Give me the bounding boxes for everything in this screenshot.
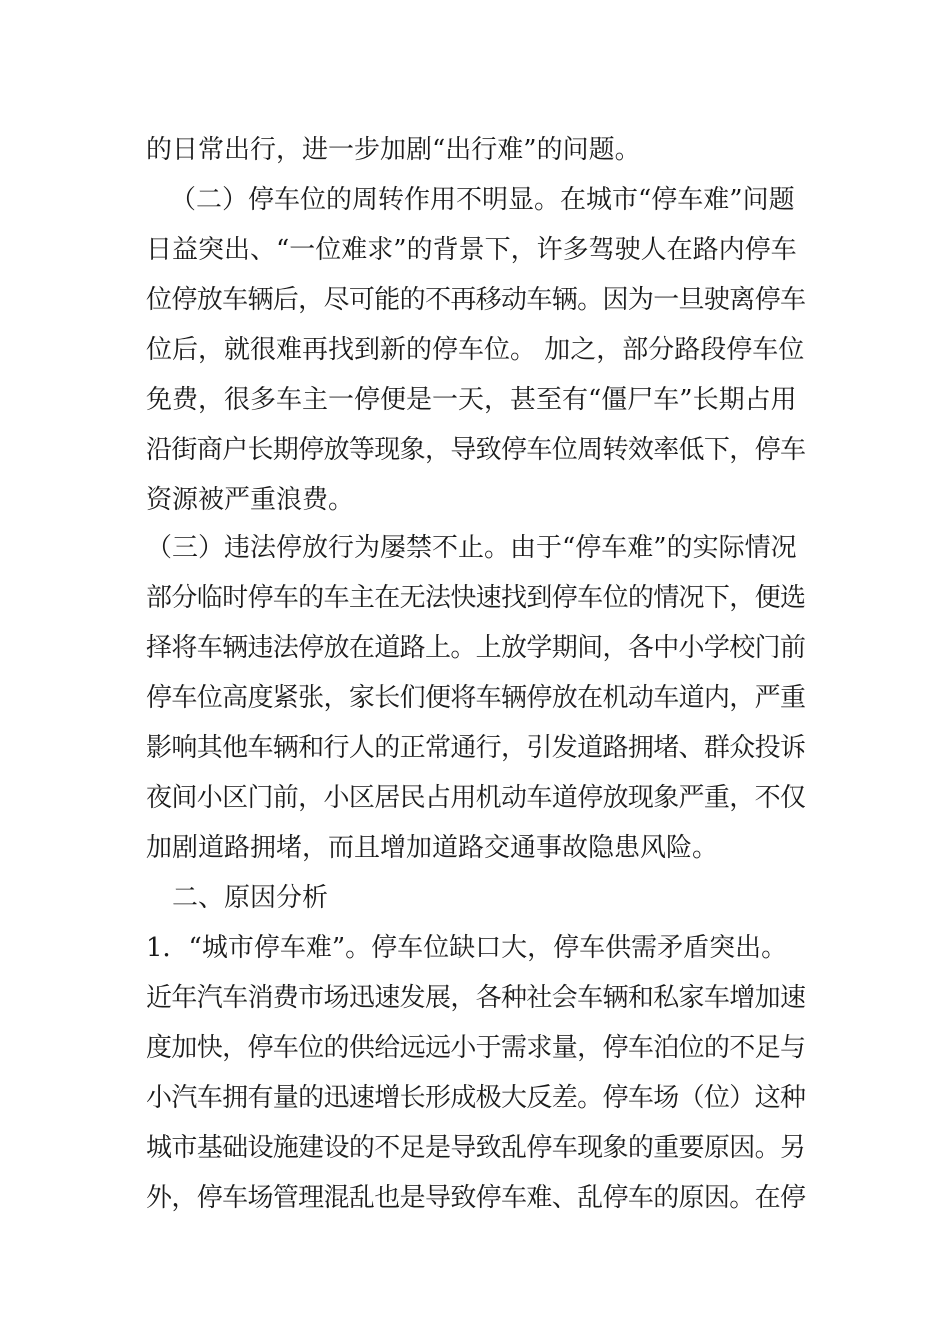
text-line: 资源被严重浪费。: [146, 485, 355, 515]
text-line: 沿街商户长期停放等现象，导致停车位周转效率低下，停车: [146, 435, 806, 465]
text-line: 度加快，停车位的供给远远小于需求量，停车泊位的不足与: [146, 1033, 806, 1063]
text-line: 近年汽车消费市场迅速发展，各种社会车辆和私家车增加速: [146, 983, 806, 1013]
text-line: 择将车辆违法停放在道路上。上放学期间，各中小学校门前: [146, 633, 806, 663]
text-line: 部分临时停车的车主在无法快速找到停车位的情况下，便选: [146, 583, 806, 613]
text-line: 影响其他车辆和行人的正常通行，引发道路拥堵、群众投诉: [146, 733, 806, 763]
section-heading: 二、原因分析: [172, 883, 329, 913]
text-line: 日益突出、“一位难求”的背景下，许多驾驶人在路内停车: [146, 235, 797, 265]
text-line: 位停放车辆后，尽可能的不再移动车辆。因为一旦驶离停车: [146, 285, 806, 315]
text-line: 1．“城市停车难”。停车位缺口大，停车供需矛盾突出。: [146, 933, 788, 963]
text-line: 夜间小区门前，小区居民占用机动车道停放现象严重，不仅: [146, 783, 806, 813]
text-line: 加剧道路拥堵，而且增加道路交通事故隐患风险。: [146, 833, 719, 863]
text-line: 小汽车拥有量的迅速增长形成极大反差。停车场（位）这种: [146, 1083, 806, 1113]
text-line: （二）停车位的周转作用不明显。在城市“停车难”问题: [170, 185, 795, 215]
text-line: 免费，很多车主一停便是一天，甚至有“僵尸车”长期占用: [146, 385, 797, 415]
text-line: 外，停车场管理混乱也是导致停车难、乱停车的原因。在停: [146, 1183, 806, 1213]
text-line: 城市基础设施建设的不足是导致乱停车现象的重要原因。另: [146, 1133, 806, 1163]
text-line: 停车位高度紧张，家长们便将车辆停放在机动车道内，严重: [146, 683, 806, 713]
text-line: （三）违法停放行为屡禁不止。由于“停车难”的实际情况: [146, 533, 797, 563]
text-line: 的日常出行，进一步加剧“出行难”的问题。: [146, 135, 641, 165]
text-line: 位后，就很难再找到新的停车位。 加之，部分路段停车位: [146, 335, 805, 365]
